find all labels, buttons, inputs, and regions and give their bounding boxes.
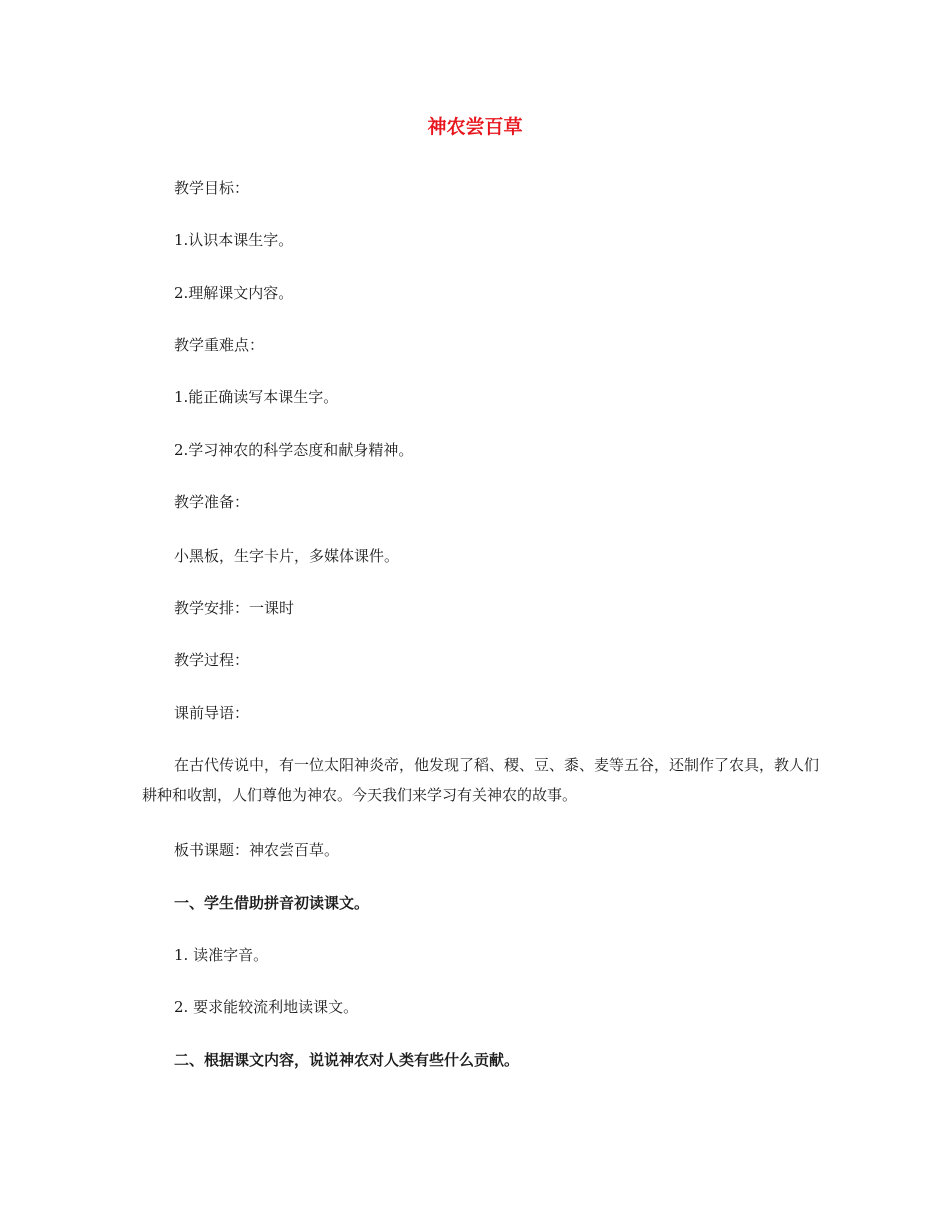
heading-process: 教学过程： (174, 651, 250, 669)
heading-intro: 课前导语： (174, 704, 250, 722)
key-point-item-2: 2.学习神农的科学态度和献身精神。 (174, 441, 414, 459)
section-1-item-1: 1. 读准字音。 (174, 946, 269, 964)
section-1-item-2: 2. 要求能较流利地读课文。 (174, 998, 359, 1016)
document-title: 神农尝百草 (427, 116, 523, 138)
key-point-item-1: 1.能正确读写本课生字。 (174, 388, 339, 406)
heading-preparation: 教学准备： (174, 493, 250, 511)
goal-item-2: 2.理解课文内容。 (174, 284, 294, 302)
intro-paragraph: 在古代传说中，有一位太阳神炎帝，他发现了稻、稷、豆、黍、麦等五谷，还制作了农具，教人们耕种和收割，人们尊他为神农。今天我们来学习有关神农的故事。 (142, 756, 820, 804)
schedule-text: 教学安排：一课时 (174, 599, 295, 617)
board-title-text: 板书课题：神农尝百草。 (174, 841, 340, 859)
heading-teaching-goals: 教学目标： (174, 179, 250, 197)
section-2-heading: 二、根据课文内容，说说神农对人类有些什么贡献。 (174, 1051, 520, 1069)
goal-item-1: 1.认识本课生字。 (174, 231, 294, 249)
preparation-text: 小黑板，生字卡片，多媒体课件。 (174, 547, 400, 565)
heading-key-points: 教学重难点： (174, 336, 265, 354)
section-1-heading: 一、学生借助拼音初读课文。 (174, 894, 370, 912)
